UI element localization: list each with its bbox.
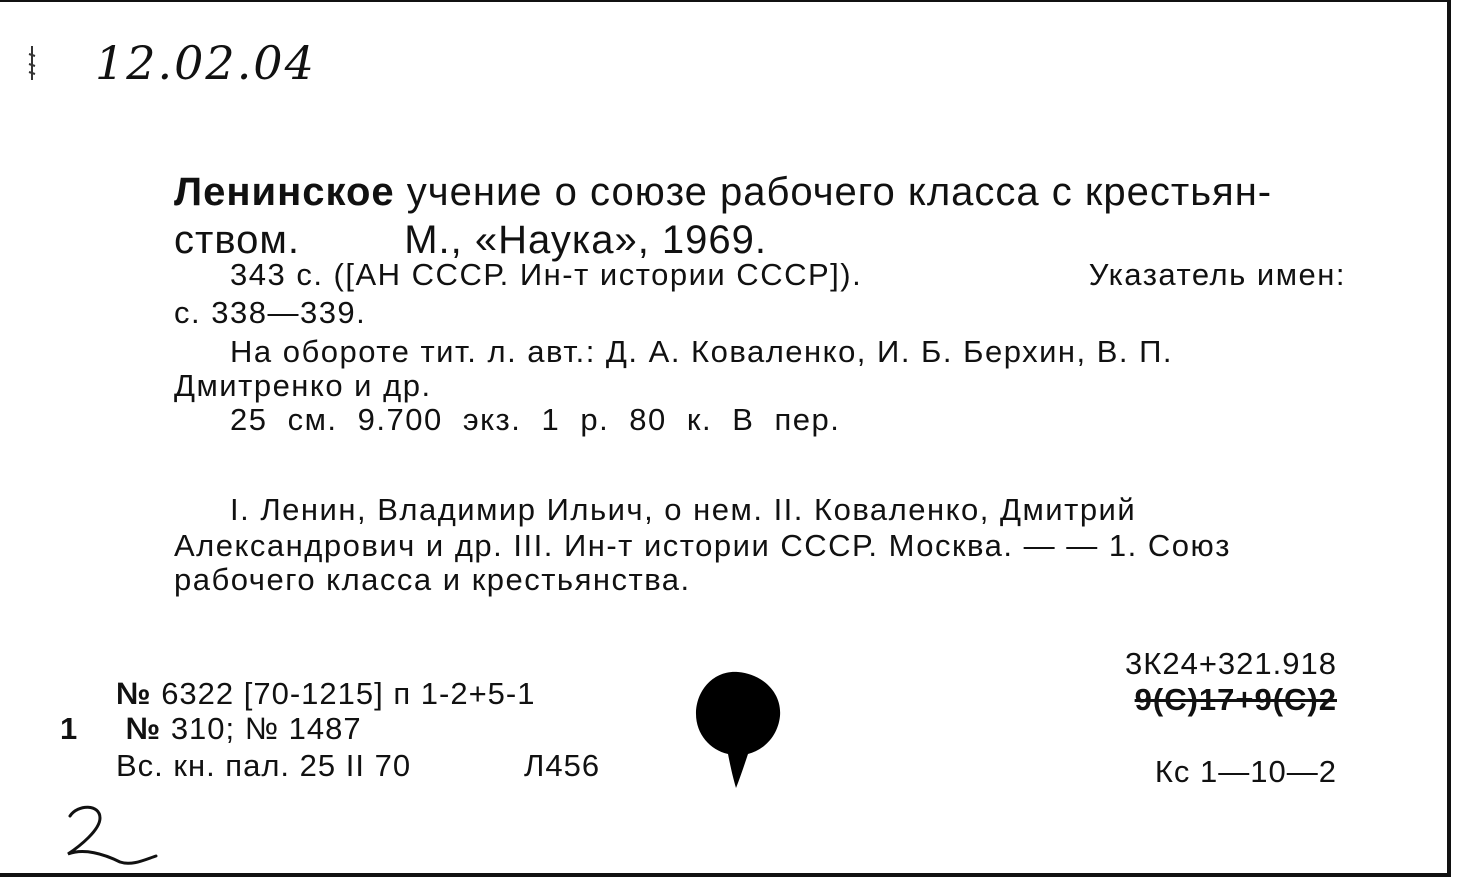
tracing-line3: рабочего класса и крестьянства. — [174, 562, 691, 597]
margin-mark-icon — [26, 44, 40, 84]
classification-1: 3К24+321.918 — [1125, 646, 1337, 681]
tracing-line1: I. Ленин, Владимир Ильич, о нем. II. Коваленко, Дмитрий — [230, 492, 1137, 527]
number-sign: № — [116, 676, 152, 711]
ink-blot-icon — [692, 670, 784, 790]
pagination: 343 с. ([АН СССР. Ин-т истории СССР]). — [230, 257, 863, 292]
copies-numbers: 310; № 1487 — [170, 711, 362, 746]
handwritten-code: 12.02.04 — [95, 36, 316, 90]
number-sign-2: № — [125, 711, 162, 746]
title-author-heading: Ленинское — [174, 170, 395, 214]
footer-line3 — [116, 748, 411, 784]
order-number: Кс 1—10—2 — [1154, 754, 1337, 789]
footer-line3-right — [524, 748, 600, 784]
title-line2-left: ством. — [174, 218, 300, 262]
footer-line2 — [60, 711, 362, 747]
authors-note-line2: Дмитренко и др. — [174, 368, 432, 403]
title-rest: учение о союзе рабочего класса с крестьян- — [406, 170, 1273, 214]
tracing-line2: Александрович и др. III. Ин-т истории СССР. Москва. — — 1. Союз — [174, 528, 1231, 563]
chamber-registration: Вс. кн. пал. 25 II 70 — [116, 748, 412, 783]
index-note: Указатель имен: — [1088, 257, 1346, 292]
order-code: Л456 — [524, 748, 601, 783]
format-text: 25 см. 9.700 экз. 1 р. 80 к. В пер. — [230, 402, 841, 437]
imprint: М., «Наука», 1969. — [404, 218, 768, 262]
handwritten-number-icon — [60, 802, 170, 872]
index-pages: с. 338—339. — [174, 295, 367, 330]
copies-prefix: 1 — [60, 711, 79, 746]
classification-2: 9(С)17+9(С)2 — [1134, 682, 1337, 717]
authors-note-line1: На обороте тит. л. авт.: Д. А. Коваленко, И. Б. Берхин, В. П. — [230, 334, 1174, 369]
footer-line1 — [116, 676, 535, 712]
card-number: 6322 [70-1215] п 1-2+5-1 — [161, 676, 536, 711]
